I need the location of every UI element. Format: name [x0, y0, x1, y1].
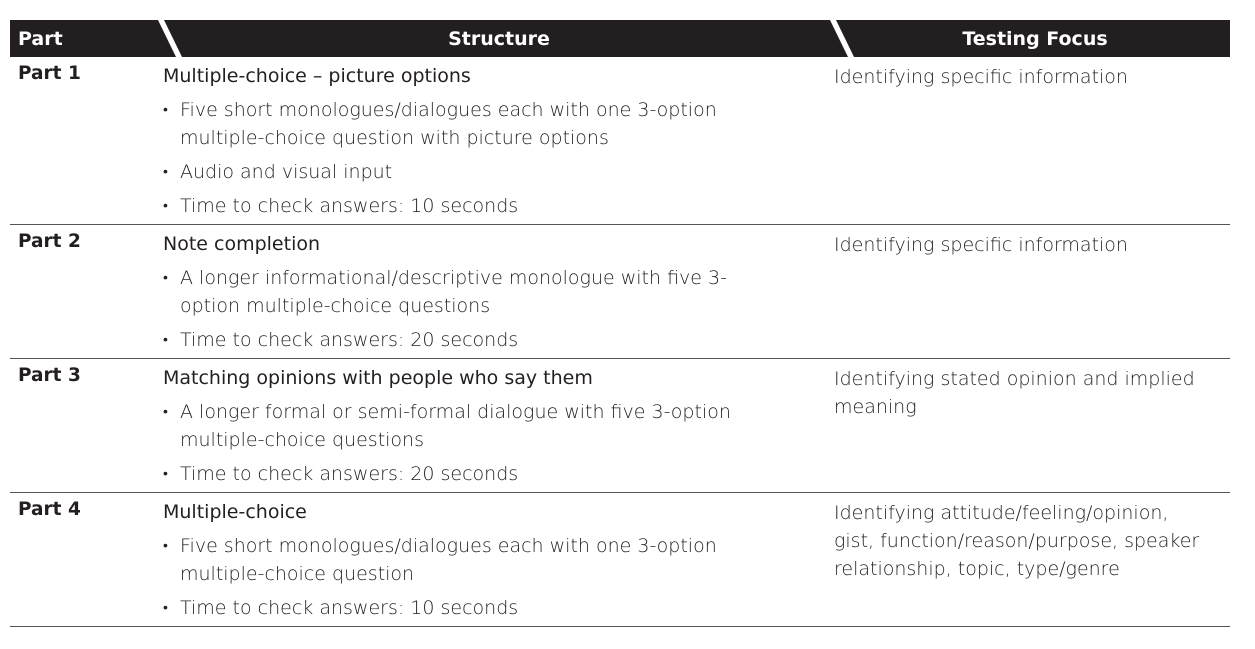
structure-cell: [163, 63, 763, 226]
structure-cell: [163, 231, 763, 360]
part-label: Part 2: [18, 231, 81, 252]
structure-bullet: • Time to check answers: 10 seconds: [163, 192, 763, 220]
structure-bullet: • Five short monologues/dialogues each with one 3-option multiple-choice question with picture options: [163, 96, 763, 152]
structure-bullet: • Time to check answers: 10 seconds: [163, 594, 763, 622]
table-row-part-3: [10, 359, 1230, 493]
testing-focus-cell: Identifying specific information: [834, 66, 1128, 88]
structure-title: Matching opinions with people who say them: [163, 367, 593, 389]
structure-bullet: • Time to check answers: 20 seconds: [163, 326, 763, 354]
structure-title: Note completion: [163, 233, 321, 255]
table-row-part-4: [10, 493, 1230, 627]
part-label: Part 1: [18, 63, 81, 84]
header-testing-focus: Testing Focus: [962, 28, 1108, 50]
structure-bullet: • Audio and visual input: [163, 158, 763, 186]
structure-bullet: • Five short monologues/dialogues each with one 3-option multiple-choice question: [163, 532, 763, 588]
structure-cell: [163, 365, 763, 494]
structure-bullet: • A longer formal or semi-formal dialogue with five 3-option multiple-choice questions: [163, 398, 763, 454]
structure-bullet: • A longer informational/descriptive monologue with five 3-option multiple-choice questions: [163, 264, 763, 320]
testing-focus-cell: Identifying stated opinion and implied meaning: [834, 368, 1195, 418]
part-label: Part 3: [18, 365, 81, 386]
structure-title: Multiple-choice – picture options: [163, 65, 471, 87]
structure-cell: [163, 499, 763, 628]
table-header: [10, 20, 1230, 57]
structure-title: Multiple-choice: [163, 501, 307, 523]
structure-bullet: • Time to check answers: 20 seconds: [163, 460, 763, 488]
table-row-part-1: [10, 57, 1230, 225]
header-part: Part: [18, 28, 63, 50]
header-structure: Structure: [448, 28, 550, 50]
testing-focus-cell: Identifying attitude/feeling/opinion, gist, function/reason/purpose, speaker relationship, topic, type/genre: [834, 502, 1200, 580]
part-label: Part 4: [18, 499, 81, 520]
testing-focus-cell: Identifying specific information: [834, 234, 1128, 256]
table-row-part-2: [10, 225, 1230, 359]
listening-test-table: [10, 20, 1230, 627]
